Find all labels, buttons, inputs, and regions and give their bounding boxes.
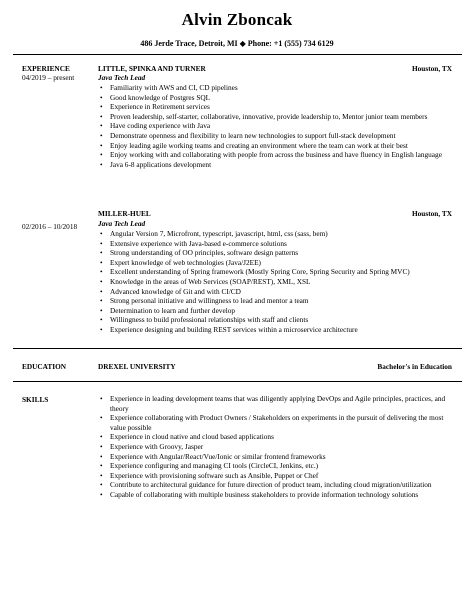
contact-line: 486 Jerde Trace, Detroit, MI ◆ Phone: +1 (555) 734 6129	[140, 39, 334, 48]
job-location: Houston, TX	[411, 64, 452, 73]
bullet-item: • Willingness to build professional relationships with staff and clients	[110, 315, 460, 325]
bullet-item: • Have coding experience with Java	[110, 121, 460, 131]
candidate-name: Alvin Zboncak	[181, 10, 293, 29]
bullet-item: • Experience in cloud native and cloud based applications	[110, 432, 460, 442]
section-divider	[13, 381, 462, 382]
bullet-item: • Strong understanding of OO principles, software design patterns	[110, 248, 460, 258]
job-location: Houston, TX	[411, 209, 452, 218]
bullet-item: • Experience with Groovy, Jasper	[110, 442, 460, 452]
bullet-item: • Java 6-8 applications development	[110, 160, 460, 170]
bullet-item: • Expert knowledge of web technologies (Java/J2EE)	[110, 258, 460, 268]
bullet-item: • Experience designing and building REST services within a microservice architecture	[110, 325, 460, 335]
bullet-item: • Experience with Angular/React/Vue/Ionic or similar frontend frameworks	[110, 452, 460, 462]
job-bullets	[98, 229, 460, 335]
bullet-item: • Experience in Retirement services	[110, 102, 460, 112]
bullet-item: • Strong personal initiative and willingness to lead and mentor a team	[110, 296, 460, 306]
job-company: MILLER-HUEL	[98, 209, 151, 218]
header-divider	[13, 54, 462, 55]
bullet-item: • Enjoy leading agile working teams and creating an environment where the team can work at their best	[110, 141, 460, 151]
job-role: Java Tech Lead	[98, 219, 146, 228]
job-dates: 04/2019 – present	[22, 73, 75, 82]
job-dates: 02/2016 – 10/2018	[22, 222, 78, 231]
bullet-item: • Capable of collaborating with multiple business stakeholders to provide information technology solutions	[110, 490, 460, 500]
section-divider	[13, 348, 462, 349]
education-school: DREXEL UNIVERSITY	[98, 362, 176, 371]
skills-section-title: SKILLS	[22, 395, 49, 404]
bullet-item: • Knowledge in the areas of Web Services (SOAP/REST), XML, XSL	[110, 277, 460, 287]
bullet-item: • Advanced knowledge of Git and with CI/CD	[110, 287, 460, 297]
skills-bullets	[98, 394, 460, 500]
bullet-item: • Excellent understanding of Spring framework (Mostly Spring Core, Spring Security and Spring MVC)	[110, 267, 460, 277]
bullet-item: • Experience collaborating with Product Owners / Stakeholders on experiments in the pursuit of delivering the most value possible	[110, 413, 460, 432]
bullet-item: • Familiarity with AWS and CI, CD pipelines	[110, 83, 460, 93]
education-section-title: EDUCATION	[22, 362, 67, 371]
bullet-item: • Extensive experience with Java-based e-commerce solutions	[110, 239, 460, 249]
bullet-item: • Angular Version 7, Microfront, typescript, javascript, html, css (sass, bem)	[110, 229, 460, 239]
bullet-item: • Proven leadership, self-starter, collaborative, innovative, provide leadership to, Mentor junior team members	[110, 112, 460, 122]
bullet-item: • Contribute to architectural guidance for future direction of product team, including cloud migration/utilization	[110, 480, 460, 490]
education-degree: Bachelor's in Education	[377, 362, 452, 371]
bullet-item: • Experience configuring and managing CI tools (CircleCI, Jenkins, etc.)	[110, 461, 460, 471]
bullet-item: • Demonstrate openness and flexibility to learn new technologies to support full-stack development	[110, 131, 460, 141]
bullet-item: • Good knowledge of Postgres SQL	[110, 93, 460, 103]
bullet-item: • Experience in leading development teams that was diligently applying DevOps and Agile principles, practices, and theory	[110, 394, 460, 413]
job-company: LITTLE, SPINKA AND TURNER	[98, 64, 206, 73]
experience-section-title: EXPERIENCE	[22, 64, 70, 73]
bullet-item: • Experience with provisioning software such as Ansible, Puppet or Chef	[110, 471, 460, 481]
bullet-item: • Enjoy working with and collaborating with people from across the business and have fluency in English language	[110, 150, 460, 160]
bullet-item: • Determination to learn and further develop	[110, 306, 460, 316]
job-role: Java Tech Lead	[98, 73, 146, 82]
job-bullets	[98, 83, 460, 169]
